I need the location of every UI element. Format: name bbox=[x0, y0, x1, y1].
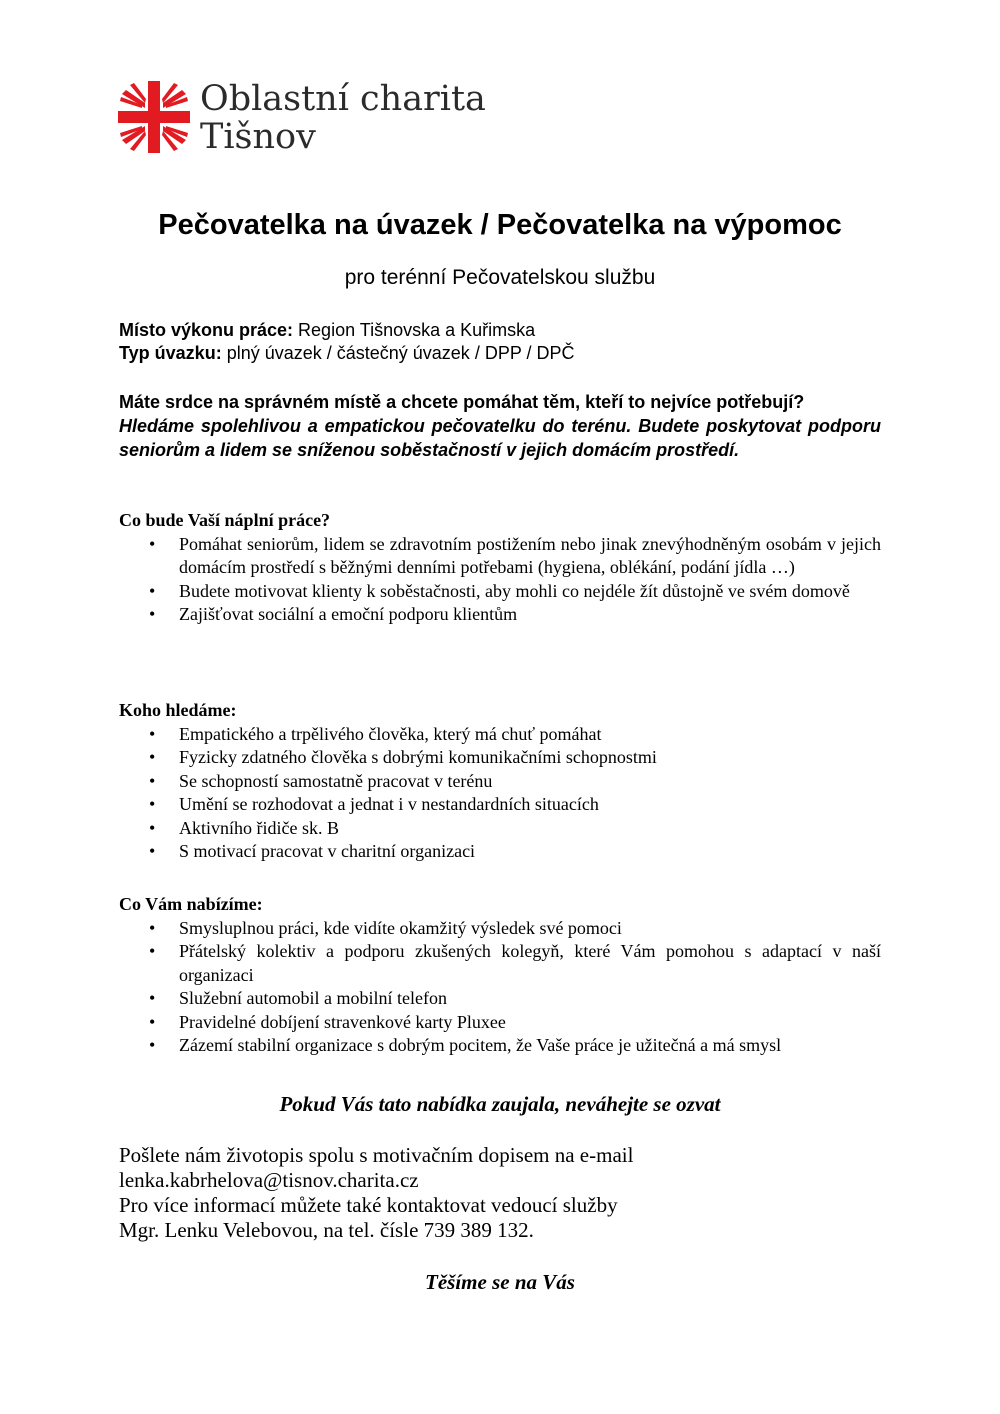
contact-email[interactable]: lenka.kabrhelova@tisnov.charita.cz bbox=[119, 1168, 419, 1192]
list-item: • Aktivního řidiče sk. B bbox=[119, 817, 881, 841]
list-item: • Přátelský kolektiv a podporu zkušených kolegyň, které Vám pomohou s adaptací v naší organizaci bbox=[119, 940, 881, 987]
organization-name-line1: Oblastní charita bbox=[200, 79, 486, 119]
contact-block bbox=[119, 1143, 899, 1243]
organization-name bbox=[200, 80, 520, 156]
type-value: plný úvazek / částečný úvazek / DPP / DPČ bbox=[221, 343, 575, 363]
list-item: • Pravidelné dobíjení stravenkové karty Pluxee bbox=[119, 1011, 881, 1035]
list-item: • Smysluplnou práci, kde vidíte okamžitý výsledek své pomoci bbox=[119, 917, 881, 941]
seeking-section bbox=[119, 699, 881, 864]
contact-phone-line: Mgr. Lenku Velebovou, na tel. čísle 739 389 132. bbox=[119, 1218, 534, 1242]
place-value: Region Tišnovska a Kuřimska bbox=[293, 320, 536, 340]
list-item: • Se schopností samostatně pracovat v terénu bbox=[119, 770, 881, 794]
duties-list bbox=[119, 533, 881, 627]
place-label: Místo výkonu práce: bbox=[119, 320, 294, 340]
organization-logo bbox=[118, 79, 486, 157]
list-item: • Empatického a trpělivého člověka, který má chuť pomáhat bbox=[119, 723, 881, 747]
intro-text: Hledáme spolehlivou a empatickou pečovatelku do terénu. Budete poskytovat podporu seniorům a lidem se sníženou soběstačností v jejich domácím prostředí. bbox=[119, 416, 881, 460]
seeking-heading: Koho hledáme: bbox=[119, 700, 237, 720]
offer-heading: Co Vám nabízíme: bbox=[119, 894, 263, 914]
list-item: • Budete motivovat klienty k soběstačnosti, aby mohli co nejdéle žít důstojně ve svém domově bbox=[119, 580, 881, 604]
type-row bbox=[119, 342, 881, 365]
intro-question: Máte srdce na správném místě a chcete pomáhat těm, kteří to nejvíce potřebují? bbox=[119, 392, 805, 412]
list-item: • Služební automobil a mobilní telefon bbox=[119, 987, 881, 1011]
list-item: • Fyzicky zdatného člověka s dobrými komunikačními schopnostmi bbox=[119, 746, 881, 770]
intro-paragraph bbox=[119, 390, 881, 462]
job-title: Pečovatelka na úvazek / Pečovatelka na výpomoc bbox=[158, 209, 842, 241]
type-label: Typ úvazku: bbox=[119, 343, 222, 363]
offer-section bbox=[119, 893, 881, 1058]
closing-line: Těšíme se na Vás bbox=[425, 1270, 575, 1294]
duties-heading: Co bude Vaší náplní práce? bbox=[119, 510, 331, 530]
place-row bbox=[119, 319, 881, 342]
offer-list bbox=[119, 917, 881, 1058]
contact-line: Pošlete nám životopis spolu s motivačním dopisem na e-mail bbox=[119, 1143, 634, 1167]
seeking-list bbox=[119, 723, 881, 864]
job-subtitle: pro terénní Pečovatelskou službu bbox=[344, 266, 656, 289]
call-to-action: Pokud Vás tato nabídka zaujala, neváhejte se ozvat bbox=[279, 1092, 721, 1116]
list-item: • Zajišťovat sociální a emoční podporu klientům bbox=[119, 603, 881, 627]
list-item: • Pomáhat seniorům, lidem se zdravotním postižením nebo jinak znevýhodněným osobám v jejich domácím prostředí s běžnými denními potřebami (hygiena, oblékání, podání jídla …) bbox=[119, 533, 881, 580]
list-item: • Zázemí stabilní organizace s dobrým pocitem, že Vaše práce je užitečná a má smysl bbox=[119, 1034, 881, 1058]
list-item: • S motivací pracovat v charitní organizaci bbox=[119, 840, 881, 864]
list-item: • Umění se rozhodovat a jednat i v nestandardních situacích bbox=[119, 793, 881, 817]
organization-name-line2: Tišnov bbox=[200, 117, 316, 157]
caritas-cross-icon bbox=[118, 81, 190, 153]
duties-section bbox=[119, 509, 881, 627]
contact-line: Pro více informací můžete také kontaktovat vedoucí služby bbox=[119, 1193, 618, 1217]
job-info bbox=[119, 319, 881, 365]
